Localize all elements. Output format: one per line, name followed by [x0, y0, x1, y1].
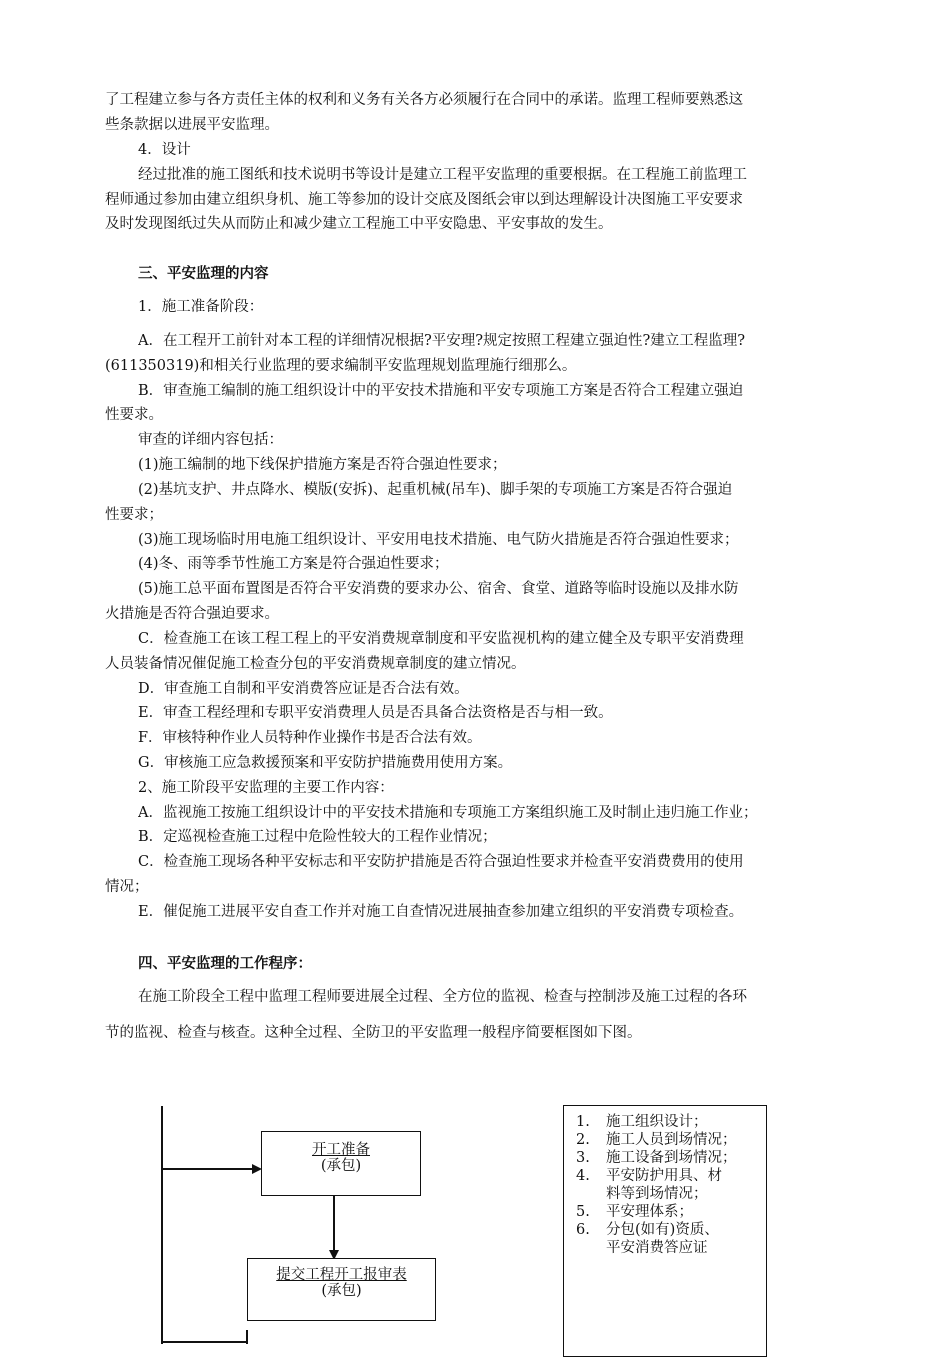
paragraph-line: E．催促施工进展平安自查工作并对施工自查情况进展抽查参加建立组织的平安消费专项检查。: [138, 904, 744, 920]
section-heading-3: 三、平安监理的内容: [138, 265, 269, 282]
flow-connector: [333, 1195, 335, 1251]
flow-box-title: 开工准备: [312, 1142, 370, 1158]
list-number: 5.: [576, 1204, 590, 1220]
paragraph-line: C．检查施工现场各种平安标志和平安防护措施是否符合强迫性要求并检查平安消费费用的使用: [138, 854, 744, 870]
paragraph-line: 火措施是否符合强迫要求。: [105, 606, 279, 622]
paragraph-line: B．定巡视检查施工过程中危险性较大的工程作业情况；: [138, 829, 497, 845]
paragraph-line: (3)施工现场临时用电施工组织设计、平安用电技术措施、电气防火措施是否符合强迫性要求；: [138, 532, 739, 548]
paragraph-line: 在施工阶段全工程中监理工程师要进展全过程、全方位的监视、检查与控制涉及施工过程的各环: [138, 989, 747, 1005]
paragraph-line: 及时发现图纸过失从而防止和减少建立工程施工中平安隐患、平安事故的发生。: [105, 216, 613, 232]
flow-box-start-prep: [261, 1131, 421, 1196]
paragraph-line: 节的监视、检查与核查。这种全过程、全防卫的平安监理一般程序简要框图如下图。: [105, 1025, 642, 1041]
list-number: 1.: [576, 1114, 590, 1130]
paragraph-line: (611350319)和相关行业监理的要求编制平安监理规划监理施行细那么。: [105, 358, 577, 374]
paragraph-line: 性要求。: [105, 407, 163, 423]
paragraph-line: F．审核特种作业人员特种作业操作书是否合法有效。: [138, 730, 482, 746]
list-text: 平安理体系；: [606, 1204, 693, 1220]
paragraph-line: G．审核施工应急救援预案和平安防护措施费用使用方案。: [138, 755, 513, 771]
paragraph-line: 情况；: [105, 879, 149, 895]
list-text: 施工人员到场情况；: [606, 1132, 737, 1148]
flow-box-submit-report: [247, 1258, 436, 1321]
flow-box-subtitle: (承包): [320, 1158, 362, 1174]
flow-box-subtitle: (承包): [321, 1283, 362, 1299]
paragraph-line: 了工程建立参与各方责任主体的权利和义务有关各方必须履行在合同中的承诺。监理工程师要熟悉这: [105, 92, 743, 108]
paragraph-line: (5)施工总平面布置图是否符合平安消费的要求办公、宿舍、食堂、道路等临时设施以及排水防: [138, 581, 739, 597]
paragraph-line: 1．施工准备阶段：: [138, 299, 264, 315]
paragraph-line: 审查的详细内容包括：: [138, 432, 283, 448]
list-number: 4.: [576, 1168, 590, 1184]
list-number: 6.: [576, 1222, 590, 1238]
paragraph-line: D．审查施工自制和平安消费答应证是否合法有效。: [138, 681, 469, 697]
flow-left-line: [161, 1106, 163, 1344]
paragraph-line: 程师通过参加由建立组织身机、施工等参加的设计交底及图纸会审以到达理解设计决图施工平安要求: [105, 192, 743, 208]
paragraph-line: (1)施工编制的地下线保护措施方案是否符合强迫性要求；: [138, 457, 507, 473]
paragraph-line: 经过批准的施工图纸和技术说明书等设计是建立工程平安监理的重要根据。在工程施工前监理工: [138, 167, 747, 183]
flow-box-title: 提交工程开工报审表: [276, 1267, 407, 1283]
paragraph-line: (2)基坑支护、井点降水、模版(安拆)、起重机械(吊车)、脚手架的专项施工方案是否符合强迫: [138, 482, 733, 498]
paragraph-line: E．审查工程经理和专职平安消费理人员是否具备合法资格是否与相一致。: [138, 705, 613, 721]
flow-connector: [161, 1168, 253, 1170]
list-text: 平安防护用具、材: [606, 1168, 722, 1184]
list-number: 3.: [576, 1150, 590, 1166]
list-text: 平安消费答应证: [606, 1240, 708, 1256]
list-text: 施工组织设计；: [606, 1114, 708, 1130]
paragraph-line: 些条款据以进展平安监理。: [105, 117, 279, 133]
checklist-box: [563, 1105, 767, 1357]
flow-connector: [161, 1341, 247, 1343]
paragraph-line: 2、施工阶段平安监理的主要工作内容：: [138, 780, 394, 796]
list-text: 料等到场情况；: [606, 1186, 708, 1202]
paragraph-line: B．审查施工编制的施工组织设计中的平安技术措施和平安专项施工方案是否符合工程建立强迫: [138, 383, 744, 399]
paragraph-line: C．检查施工在该工程工程上的平安消费规章制度和平安监视机构的建立健全及专职平安消费理: [138, 631, 744, 647]
paragraph-line: 性要求；: [105, 507, 163, 523]
section-heading-4: 四、平安监理的工作程序：: [138, 955, 312, 972]
paragraph-line: A．监视施工按施工组织设计中的平安技术措施和专项施工方案组织施工及时制止违归施工作业；: [138, 805, 758, 821]
paragraph-line: A．在工程开工前针对本工程的详细情况根据?平安理?规定按照工程建立强迫性?建立工程监理?: [138, 333, 746, 349]
subheading-design: 4．设计: [138, 142, 191, 158]
paragraph-line: (4)冬、雨等季节性施工方案是符合强迫性要求；: [138, 556, 449, 572]
flow-connector: [246, 1330, 248, 1344]
list-number: 2.: [576, 1132, 590, 1148]
paragraph-line: 人员装备情况催促施工检查分包的平安消费规章制度的建立情况。: [105, 656, 526, 672]
list-text: 施工设备到场情况；: [606, 1150, 737, 1166]
list-text: 分包(如有)资质、: [606, 1222, 719, 1238]
